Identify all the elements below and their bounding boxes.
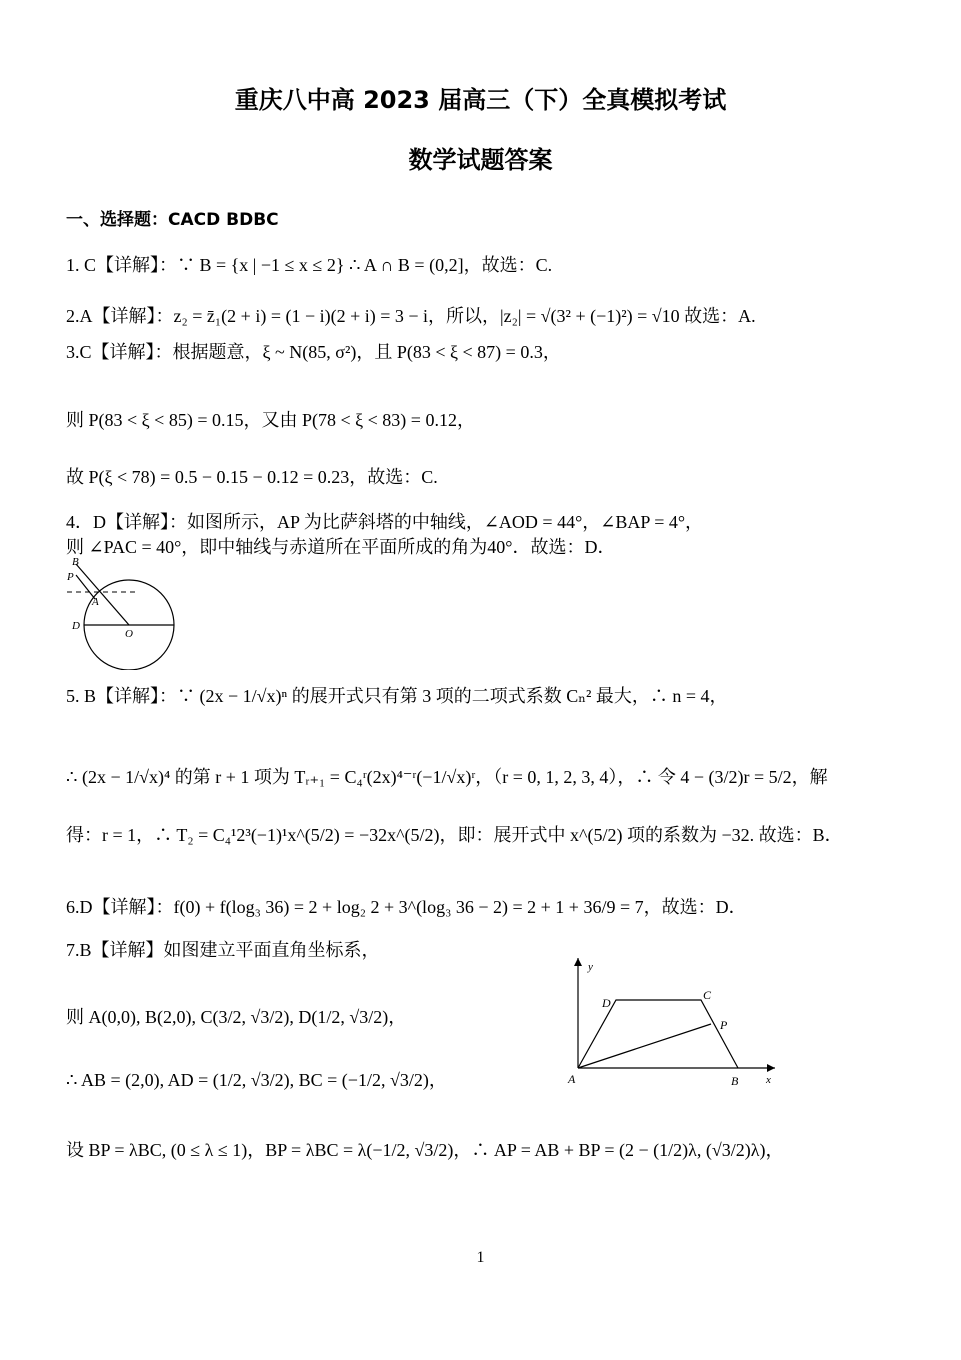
fig4-label-D: D xyxy=(72,620,80,632)
fig7-label-C: C xyxy=(703,988,712,1002)
fig4-label-A: A xyxy=(92,596,99,608)
answer-q3-line2: 则 P(83 < ξ < 85) = 0.15，又由 P(78 < ξ < 83) = 0.12， xyxy=(66,410,475,430)
section-choice-heading: 一、选择题：CACD BDBC xyxy=(66,210,279,230)
question4-circle-figure xyxy=(62,555,182,670)
fig7-label-x: x xyxy=(766,1074,771,1086)
answer-q5-line1: 5. B【详解】：∵ (2x − 1/√x)ⁿ 的展开式只有第 3 项的二项式系数 Cₙ² 最大，∴ n = 4， xyxy=(66,686,728,706)
fig7-label-y: y xyxy=(588,961,593,973)
page-number: 1 xyxy=(476,1249,485,1266)
fig4-label-B: B xyxy=(72,556,79,568)
answer-q4-line2: 则 ∠PAC = 40°，即中轴线与赤道所在平面所成的角为40°．故选：D． xyxy=(66,537,616,557)
answer-q1: 1. C【详解】：∵ B = {x | −1 ≤ x ≤ 2} ∴ A ∩ B = (0,2]，故选：C. xyxy=(66,255,553,275)
fig4-label-O: O xyxy=(125,628,133,640)
answer-q2: 2.A【详解】：z₂ = z̄₁(2 + i) = (1 − i)(2 + i) = 3 − i，所以，|z₂| = √(3² + (−1)²) = √10 故选：A. xyxy=(66,306,756,326)
answer-q5-line2: ∴ (2x − 1/√x)⁴ 的第 r + 1 项为 Tᵣ₊₁ = C₄ʳ(2x)⁴⁻ʳ(−1/√x)ʳ，（r = 0, 1, 2, 3, 4），∴ 令 4 − (3/2)r = 5/2，解 xyxy=(66,767,828,787)
fig7-label-B: B xyxy=(731,1074,739,1088)
answer-q6: 6.D【详解】：f(0) + f(log₃ 36) = 2 + log₂ 2 + 3^(log₃ 36 − 2) = 2 + 1 + 36/9 = 7，故选：D． xyxy=(66,897,747,917)
answer-q3-line1: 3.C【详解】：根据题意，ξ ~ N(85, σ²)，且 P(83 < ξ < 87) = 0.3， xyxy=(66,342,561,362)
answer-q7-line2: 则 A(0,0), B(2,0), C(3/2, √3/2), D(1/2, √3/2)， xyxy=(66,1007,407,1027)
answer-q3-line3: 故 P(ξ < 78) = 0.5 − 0.15 − 0.12 = 0.23，故选：C. xyxy=(66,467,438,487)
fig4-label-P: P xyxy=(67,571,74,583)
answer-q7-line4: 设 BP = λBC, (0 ≤ λ ≤ 1)，BP = λBC = λ(−1/2, √3/2)，∴ AP = AB + BP = (2 − (1/2)λ, (√3/2)λ)， xyxy=(66,1140,784,1160)
fig7-label-P: P xyxy=(720,1018,728,1032)
answer-q7-line3: ∴ AB = (2,0), AD = (1/2, √3/2), BC = (−1/2, √3/2)， xyxy=(66,1070,447,1090)
document-title: 重庆八中高 2023 届高三（下）全真模拟考试 xyxy=(234,86,727,114)
document-subtitle: 数学试题答案 xyxy=(408,146,553,174)
fig7-label-D: D xyxy=(602,996,611,1010)
answer-q7-line1: 7.B【详解】如图建立平面直角坐标系， xyxy=(66,940,380,960)
answer-q5-line3: 得：r = 1，∴ T₂ = C₄¹2³(−1)¹x^(5/2) = −32x^(5/2)，即：展开式中 x^(5/2) 项的系数为 −32. 故选：B． xyxy=(66,825,843,845)
fig7-label-A: A xyxy=(568,1072,576,1086)
question7-trapezoid-figure xyxy=(560,952,785,1092)
answer-q4-line1: 4．D【详解】：如图所示，AP 为比萨斜塔的中轴线，∠AOD = 44°，∠BAP = 4°， xyxy=(66,512,704,532)
